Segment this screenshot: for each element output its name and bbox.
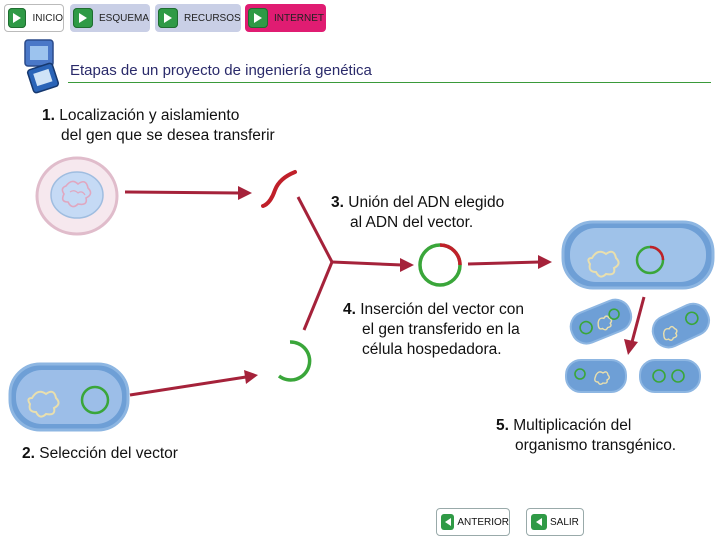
- page-title: Etapas de un proyecto de ingeniería genética: [70, 62, 372, 79]
- step-3-label: 3. Unión del ADN elegido al ADN del vector.: [331, 194, 505, 231]
- isolated-gene: [263, 172, 295, 206]
- nav-inicio-label: INICIO: [32, 12, 63, 24]
- slides-icon: [25, 40, 59, 93]
- back-arrow-icon: [441, 514, 454, 530]
- previous-button[interactable]: [436, 508, 510, 536]
- back-arrow-icon: [531, 514, 547, 530]
- arrow-to-host: [468, 255, 552, 269]
- nav-internet-label: INTERNET: [274, 12, 324, 24]
- nav-recursos-label: RECURSOS: [184, 12, 241, 24]
- step-4-label: 4. Inserción del vector con el gen transferido en la célula hospedadora.: [343, 301, 524, 358]
- daughter-bacterium-3: [566, 360, 626, 392]
- daughter-bacterium-4: [640, 360, 700, 392]
- step-1-label: 1. Localización y aislamiento del gen que se desea transferir: [42, 107, 275, 144]
- step-5-label: 5. Multiplicación del organismo transgénico.: [496, 417, 677, 454]
- arrow-to-gene: [125, 186, 252, 200]
- nav-esquema-label: ESQUEMA: [99, 12, 150, 24]
- donor-cell: [37, 158, 117, 234]
- exit-label: SALIR: [550, 516, 579, 528]
- previous-label: ANTERIOR: [457, 516, 509, 528]
- open-plasmid: [279, 342, 310, 380]
- host-bacterium: [563, 222, 713, 288]
- exit-button[interactable]: [526, 508, 584, 536]
- arrow-to-plasmid: [130, 370, 258, 395]
- recombinant-plasmid: [420, 245, 460, 285]
- step-2-label: 2. Selección del vector: [22, 445, 178, 462]
- daughter-bacterium-2: [648, 299, 714, 353]
- vector-bacterium: [10, 364, 128, 430]
